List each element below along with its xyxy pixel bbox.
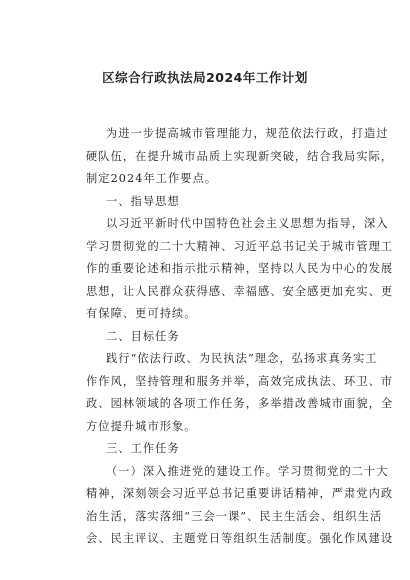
body-line: 政、园林领域的各项工作任务，多举措改善城市面貌，全 [86, 397, 394, 410]
body-line: 为进一步提高城市管理能力，规范依法行政，打造过 [106, 127, 389, 140]
body-line: 二、目标任务 [106, 329, 180, 343]
body-line: 作的重要论述和指示批示精神，坚持以人民为中心的发展 [86, 262, 394, 275]
body-line: 学习贯彻党的二十大精神、习近平总书记关于城市管理工 [86, 239, 394, 253]
body-line: 三、工作任务 [106, 442, 180, 455]
body-line: 以习近平新时代中国特色社会主义思想为指导，深入 [106, 217, 389, 230]
body-line: 会、民主评议、主题党日等组织生活制度。强化作风建设 [86, 532, 394, 545]
body-line: 制定2024年工作要点。 [86, 172, 218, 185]
body-line: （一）深入推进党的建设工作。学习贯彻党的二十大 [106, 464, 389, 478]
body-line: 践行“依法行政、为民执法”理念，弘扬求真务实工 [106, 352, 378, 365]
body-line: 精神，深刻领会习近平总书记重要讲话精神，严肃党内政 [86, 487, 394, 500]
body-line: 硬队伍，在提升城市品质上实现新突破，结合我局实际， [86, 149, 394, 163]
body-line: 思想，让人民群众获得感、幸福感、安全感更加充实、更 [86, 284, 394, 298]
body-line: 作作风，坚持管理和服务并举，高效完成执法、环卫、市 [86, 374, 394, 388]
body-line: 治生活，落实落细“三会一课”、民主生活会、组织生活 [86, 509, 383, 523]
document-body [86, 123, 394, 551]
body-line: 有保障、更可持续。 [86, 307, 197, 320]
body-line: 一、指导思想 [106, 194, 180, 208]
body-line: 方位提升城市形象。 [86, 419, 197, 433]
document-title: 区综合行政执法局2024年工作计划 [102, 70, 308, 85]
